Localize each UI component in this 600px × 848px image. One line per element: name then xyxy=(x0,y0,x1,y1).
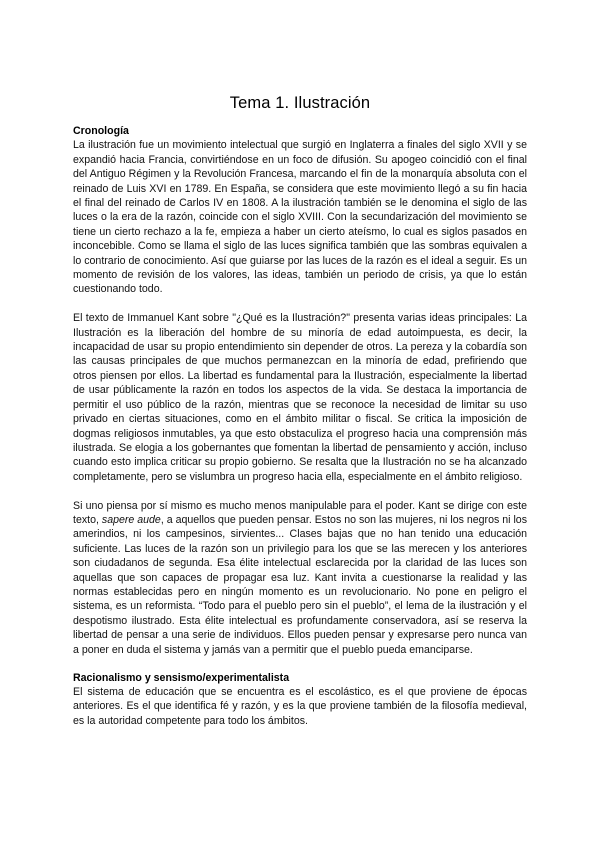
paragraph-kant-text: El texto de Immanuel Kant sobre "¿Qué es la Ilustración?" presenta varias ideas principales: La Ilustración es la liberación del hombre de su minoría de edad autoimpuesta, es decir, la incapacidad de usar su propio entendimiento sin depender de otros. La pereza y la cobardía son las causas principales de que muchos permanezcan en la minoría de edad, prefiriendo que otros piensen por ellos. La libertad es fundamental para la Ilustración, especialmente la libertad de usar públicamente la razón en todos los aspectos de la vida. Se destaca la importancia de permitir el uso público de la razón, mientras que se reconoce la necesidad de limitar su uso privado en ciertas situaciones, como en el ámbito militar o fiscal. Se critica la imposición de dogmas religiosos inmutables, ya que esto obstaculiza el progreso hacia una comprensión más ilustrada. Se elogia a los gobernantes que fomentan la libertad de pensamiento y acción, incluso cuando esto implica criticar su propio gobierno. Se resalta que la Ilustración no se ha alcanzado completamente, pero se vislumbra un progreso hacia ella, especialmente en el ámbito religioso. xyxy=(73,312,527,483)
paragraph-spacer xyxy=(73,657,527,671)
paragraph-text-after: , a aquellos que pueden pensar. Estos no son las mujeres, ni los negros ni los amerindios, ni los campesinos, sirvientes... Clases bajas que no han tenido una educación suficiente. Las luces de la razón son un privilegio para los que se las merecen y los anteriores son ciudadanos de segunda. Esa élite intelectual esclarecida por la claridad de las luces son aquellas que son capaces de propagar esa luz. Kant invita a cuestionarse la realidad y las normas establecidas pero en ningún momento es un revolucionario. No pone en peligro el sistema, es un reformista. “Todo para el pueblo pero sin el pueblo”, el lema de la ilustración y el despotismo ilustrado. Esta élite intelectual es profundamente conservadora, así se reserva la libertad de pensar a una serie de individuos. Ellos pueden pensar y expresarse pero nunca van a poner en duda el sistema y jamás van a permitir que el pueblo pueda emanciparse. xyxy=(73,513,527,656)
paragraph-escolastico: El sistema de educación que se encuentra es el escolástico, es el que proviene de épocas anteriores. Es el que identifica fé y razón, y es la que proviene también de la filosofía medieval, es la autoridad competente para todo los ámbitos. xyxy=(73,685,527,727)
section-heading-cronologia: Cronología xyxy=(73,125,129,137)
paragraph-sapere-aude xyxy=(73,499,527,657)
paragraph-spacer xyxy=(73,484,527,498)
paragraph-spacer xyxy=(73,297,527,311)
page-title: Tema 1. Ilustración xyxy=(229,94,371,112)
paragraph-ilustracion-intro: La ilustración fue un movimiento intelectual que surgió en Inglaterra a finales del siglo XVII y se expandió hacia Francia, convirtiéndose en un foco de difusión. Su apogeo coincidió con el final del Antiguo Régimen y la Revolución Francesa, marcando el fin de la monarquía absoluta con el reinado de Luis XVI en 1789. En España, se considera que este movimiento llegó a su fin hacia el final del reinado de Carlos IV en 1808. A la ilustración también se le denomina el siglo de las luces o la era de la razón, coincide con el siglo XVIII. Con la secundarización del movimiento se tiene un cierto rechazo a la fe, empieza a haber un cierto ateísmo, lo cual es siglos pasados en inconcebible. Como se llama el siglo de las luces significa también que las sombras equivalen a lo contrario de conocimiento. Así que guiarse por las luces de la razón es el ideal a seguir. Es un momento de revisión de los valores, las ideas, también un periodo de crisis, ya que lo están cuestionando todo. xyxy=(73,139,527,296)
paragraph-text-before: Si uno piensa por sí mismo es mucho menos manipulable para el poder. Kant se dirige con este texto, xyxy=(73,499,527,526)
section-heading-racionalismo: Racionalismo y sensismo/experimentalista xyxy=(73,671,290,684)
italic-phrase: sapere aude xyxy=(101,513,161,526)
